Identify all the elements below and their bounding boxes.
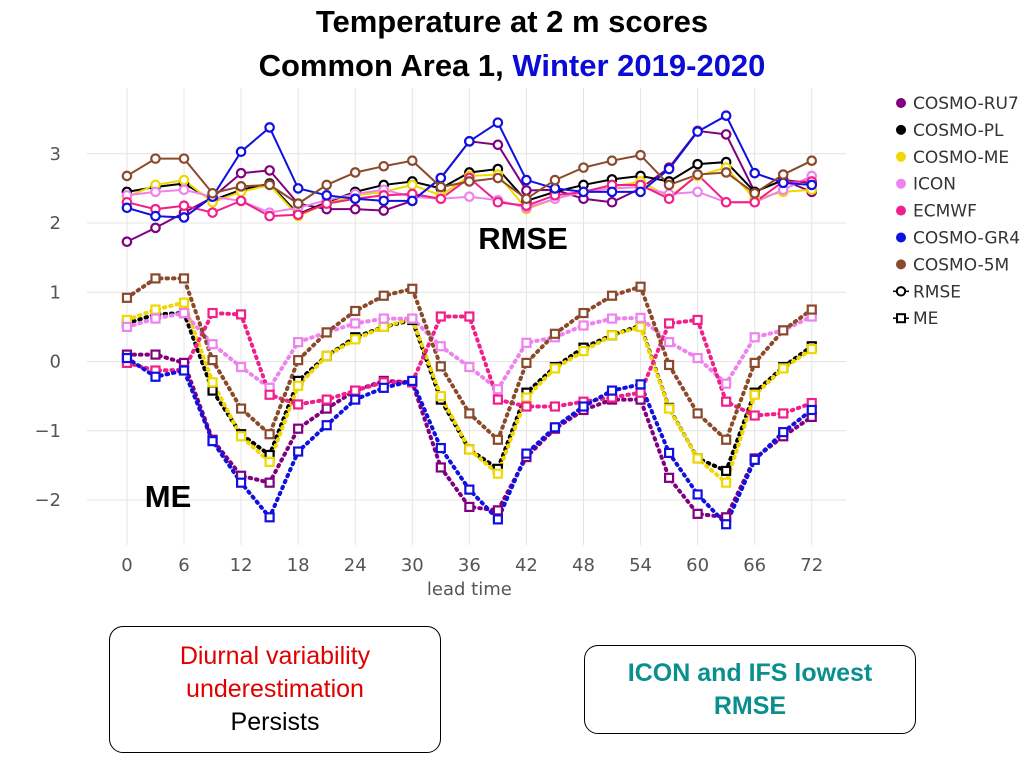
me-point [351,396,359,404]
rmse-point [151,224,159,232]
me-point [551,364,559,372]
legend-marker [896,179,906,189]
me-point [209,437,217,445]
me-point [323,396,331,404]
me-point [323,328,331,336]
me-point [180,299,188,307]
rmse-point [665,165,673,173]
me-point [494,470,502,478]
me-point [380,315,388,323]
rmse-point [579,163,587,171]
rmse-point [151,154,159,162]
rmse-point [808,181,816,189]
rmse-point [551,184,559,192]
me-point [151,274,159,282]
me-point [323,421,331,429]
title-prefix: Common Area 1, [258,48,504,83]
rmse-point [608,198,616,206]
rmse-point [693,188,701,196]
me-point [608,292,616,300]
me-point [209,340,217,348]
me-point [779,428,787,436]
me-point [408,285,416,293]
rmse-point [665,181,673,189]
rmse-point [494,174,502,182]
me-point [751,391,759,399]
me-point [694,510,702,518]
me-point [437,444,445,452]
callout-diurnal-line3: Persists [230,708,320,736]
rmse-point [779,179,787,187]
me-point [694,454,702,462]
legend-marker [896,259,906,269]
me-point [722,398,730,406]
callout-diurnal-line2: underestimation [186,675,364,703]
me-point [351,319,359,327]
me-point [465,445,473,453]
x-axis-title: lead time [426,579,512,600]
me-point [722,479,730,487]
callout-lowest-rmse [584,645,916,734]
rmse-point [294,199,302,207]
me-point [551,423,559,431]
legend-marker [897,314,905,322]
rmse-point [265,166,273,174]
y-tick-label: −1 [34,420,61,442]
me-point [294,400,302,408]
me-point [437,392,445,400]
rmse-point [465,177,473,185]
me-point [779,409,787,417]
me-point [751,412,759,420]
me-point [266,430,274,438]
rmse-point [123,238,131,246]
rmse-point [722,198,730,206]
me-point [579,322,587,330]
legend [893,94,1020,329]
legend-marker [897,287,905,295]
me-point [437,313,445,321]
me-point [579,403,587,411]
legend-marker [896,233,906,243]
y-tick-label: 3 [49,143,61,165]
me-point [151,315,159,323]
me-point [266,458,274,466]
legend-label: COSMO-ME [913,147,1010,168]
rmse-point [722,111,730,119]
me-point [180,274,188,282]
rmse-point [208,208,216,216]
me-point [722,380,730,388]
me-point [209,378,217,386]
me-point [151,306,159,314]
me-point [151,351,159,359]
me-point [494,506,502,514]
rmse-point [322,191,330,199]
me-point [209,356,217,364]
me-point [465,503,473,511]
me-point [579,309,587,317]
rmse-point [579,188,587,196]
me-point [351,307,359,315]
rmse-point [551,176,559,184]
rmse-point [665,195,673,203]
rmse-annotation: RMSE [478,221,568,256]
me-point [408,377,416,385]
rmse-point [408,157,416,165]
rmse-point [494,141,502,149]
me-point [294,382,302,390]
callout-diurnal-line1: Diurnal variability [179,642,371,670]
me-point [637,389,645,397]
me-point [808,406,816,414]
me-point [294,448,302,456]
x-tick-label: 54 [629,555,653,576]
legend-label: COSMO-RU7 [913,94,1019,114]
rmse-point [437,195,445,203]
me-point [522,450,530,458]
rmse-point [237,197,245,205]
rmse-point [237,169,245,177]
me-point [266,513,274,521]
rmse-point [437,174,445,182]
rmse-point [722,168,730,176]
me-point [637,314,645,322]
rmse-point [693,170,701,178]
me-point [294,338,302,346]
me-point [294,356,302,364]
me-point [665,338,673,346]
x-tick-label: 18 [286,555,310,576]
me-point [637,380,645,388]
legend-marker [896,206,906,216]
callout-diurnal [109,626,441,753]
me-point [637,283,645,291]
rmse-point [351,195,359,203]
me-point [722,436,730,444]
me-point [665,449,673,457]
me-point [380,323,388,331]
rmse-point [437,183,445,191]
me-point [694,354,702,362]
me-point [180,309,188,317]
rmse-point [180,176,188,184]
me-point [494,515,502,523]
me-point [665,319,673,327]
rmse-point [636,188,644,196]
rmse-point [522,176,530,184]
me-point [751,359,759,367]
rmse-point [265,181,273,189]
legend-label: ICON [913,174,956,195]
rmse-point [408,181,416,189]
rmse-point [522,195,530,203]
me-point [266,479,274,487]
legend-label: COSMO-GR4 [913,228,1021,249]
me-point [808,306,816,314]
rmse-point [237,182,245,190]
me-point [522,339,530,347]
rmse-point [151,212,159,220]
x-tick-label: 48 [572,555,595,576]
me-point [237,432,245,440]
rmse-point [322,199,330,207]
rmse-point [180,154,188,162]
me-point [608,331,616,339]
rmse-point [608,157,616,165]
me-point [522,394,530,402]
me-point [694,490,702,498]
me-point [437,463,445,471]
rmse-point [380,206,388,214]
legend-marker [896,125,906,135]
rmse-point [750,169,758,177]
me-point [722,467,730,475]
x-tick-label: 0 [121,555,133,576]
legend-label: ECMWF [913,201,977,222]
rmse-point [494,198,502,206]
legend-marker [896,152,906,162]
callout-lowest-rmse-line2: RMSE [713,691,787,720]
me-point [494,436,502,444]
me-point [465,313,473,321]
me-point [323,352,331,360]
rmse-point [123,204,131,212]
rmse-point [123,172,131,180]
rmse-point [522,186,530,194]
me-point [751,333,759,341]
legend-marker [896,98,906,108]
me-point [522,403,530,411]
me-point [237,310,245,318]
rmse-point [380,162,388,170]
rmse-point [465,137,473,145]
me-point [351,387,359,395]
me-point [123,323,131,331]
me-point [494,385,502,393]
x-tick-label: 24 [343,555,367,576]
me-point [123,294,131,302]
me-point [808,345,816,353]
rmse-point [208,189,216,197]
rmse-point [408,197,416,205]
legend-label: ME [913,309,939,330]
me-annotation: ME [144,479,192,514]
rmse-point [294,211,302,219]
me-point [779,364,787,372]
x-tick-label: 30 [400,555,424,576]
x-tick-label: 6 [178,555,190,576]
x-tick-label: 66 [743,555,767,576]
x-tick-label: 60 [686,555,710,576]
me-point [151,373,159,381]
me-point [209,387,217,395]
me-point [380,292,388,300]
x-tick-label: 12 [229,555,253,576]
rmse-point [750,189,758,197]
me-point [123,354,131,362]
chart-title-line1: Temperature at 2 m scores [315,4,709,39]
me-point [437,342,445,350]
me-point [380,384,388,392]
me-point [579,347,587,355]
rmse-point [322,181,330,189]
rmse-point [693,160,701,168]
me-point [751,456,759,464]
rmse-point [693,127,701,135]
me-point [237,405,245,413]
me-point [694,409,702,417]
me-point [408,315,416,323]
rmse-point [636,151,644,159]
title-season: Winter 2019-2020 [512,48,766,83]
me-point [465,409,473,417]
legend-label: COSMO-5M [913,255,1010,276]
me-point [180,367,188,375]
rmse-point [265,212,273,220]
rmse-point [494,118,502,126]
rmse-point [779,170,787,178]
me-point [665,405,673,413]
me-point [209,309,217,317]
rmse-point [380,197,388,205]
me-point [237,479,245,487]
rmse-point [608,188,616,196]
me-point [351,335,359,343]
x-tick-label: 42 [514,555,538,576]
rmse-point [237,148,245,156]
legend-label: COSMO-PL [913,120,1004,141]
rmse-point [750,198,758,206]
callout-lowest-rmse-line1: ICON and IFS lowest [627,658,873,687]
me-point [494,396,502,404]
me-point [294,425,302,433]
me-point [323,405,331,413]
rmse-point [265,123,273,131]
me-point [266,391,274,399]
x-tick-label: 72 [800,555,824,576]
y-tick-label: 1 [49,282,61,304]
me-point [722,520,730,528]
rmse-point [808,157,816,165]
rmse-point [351,168,359,176]
me-point [665,361,673,369]
y-tick-label: 0 [49,351,61,373]
legend-label: RMSE [913,282,962,303]
me-point [779,326,787,334]
me-point [665,474,673,482]
me-point [237,363,245,371]
me-point [465,363,473,371]
me-point [551,330,559,338]
y-tick-label: 2 [49,213,61,235]
x-tick-label: 36 [457,555,481,576]
rmse-point [351,205,359,213]
me-point [637,323,645,331]
me-point [608,315,616,323]
rmse-point [151,188,159,196]
y-tick-label: −2 [34,489,61,511]
rmse-point [180,202,188,210]
me-point [608,387,616,395]
rmse-point [294,184,302,192]
rmse-point [465,193,473,201]
rmse-point [722,130,730,138]
me-point [437,362,445,370]
me-point [465,486,473,494]
rmse-point [180,213,188,221]
me-point [551,403,559,411]
me-point [522,359,530,367]
me-point [694,316,702,324]
rmse-point [180,186,188,194]
